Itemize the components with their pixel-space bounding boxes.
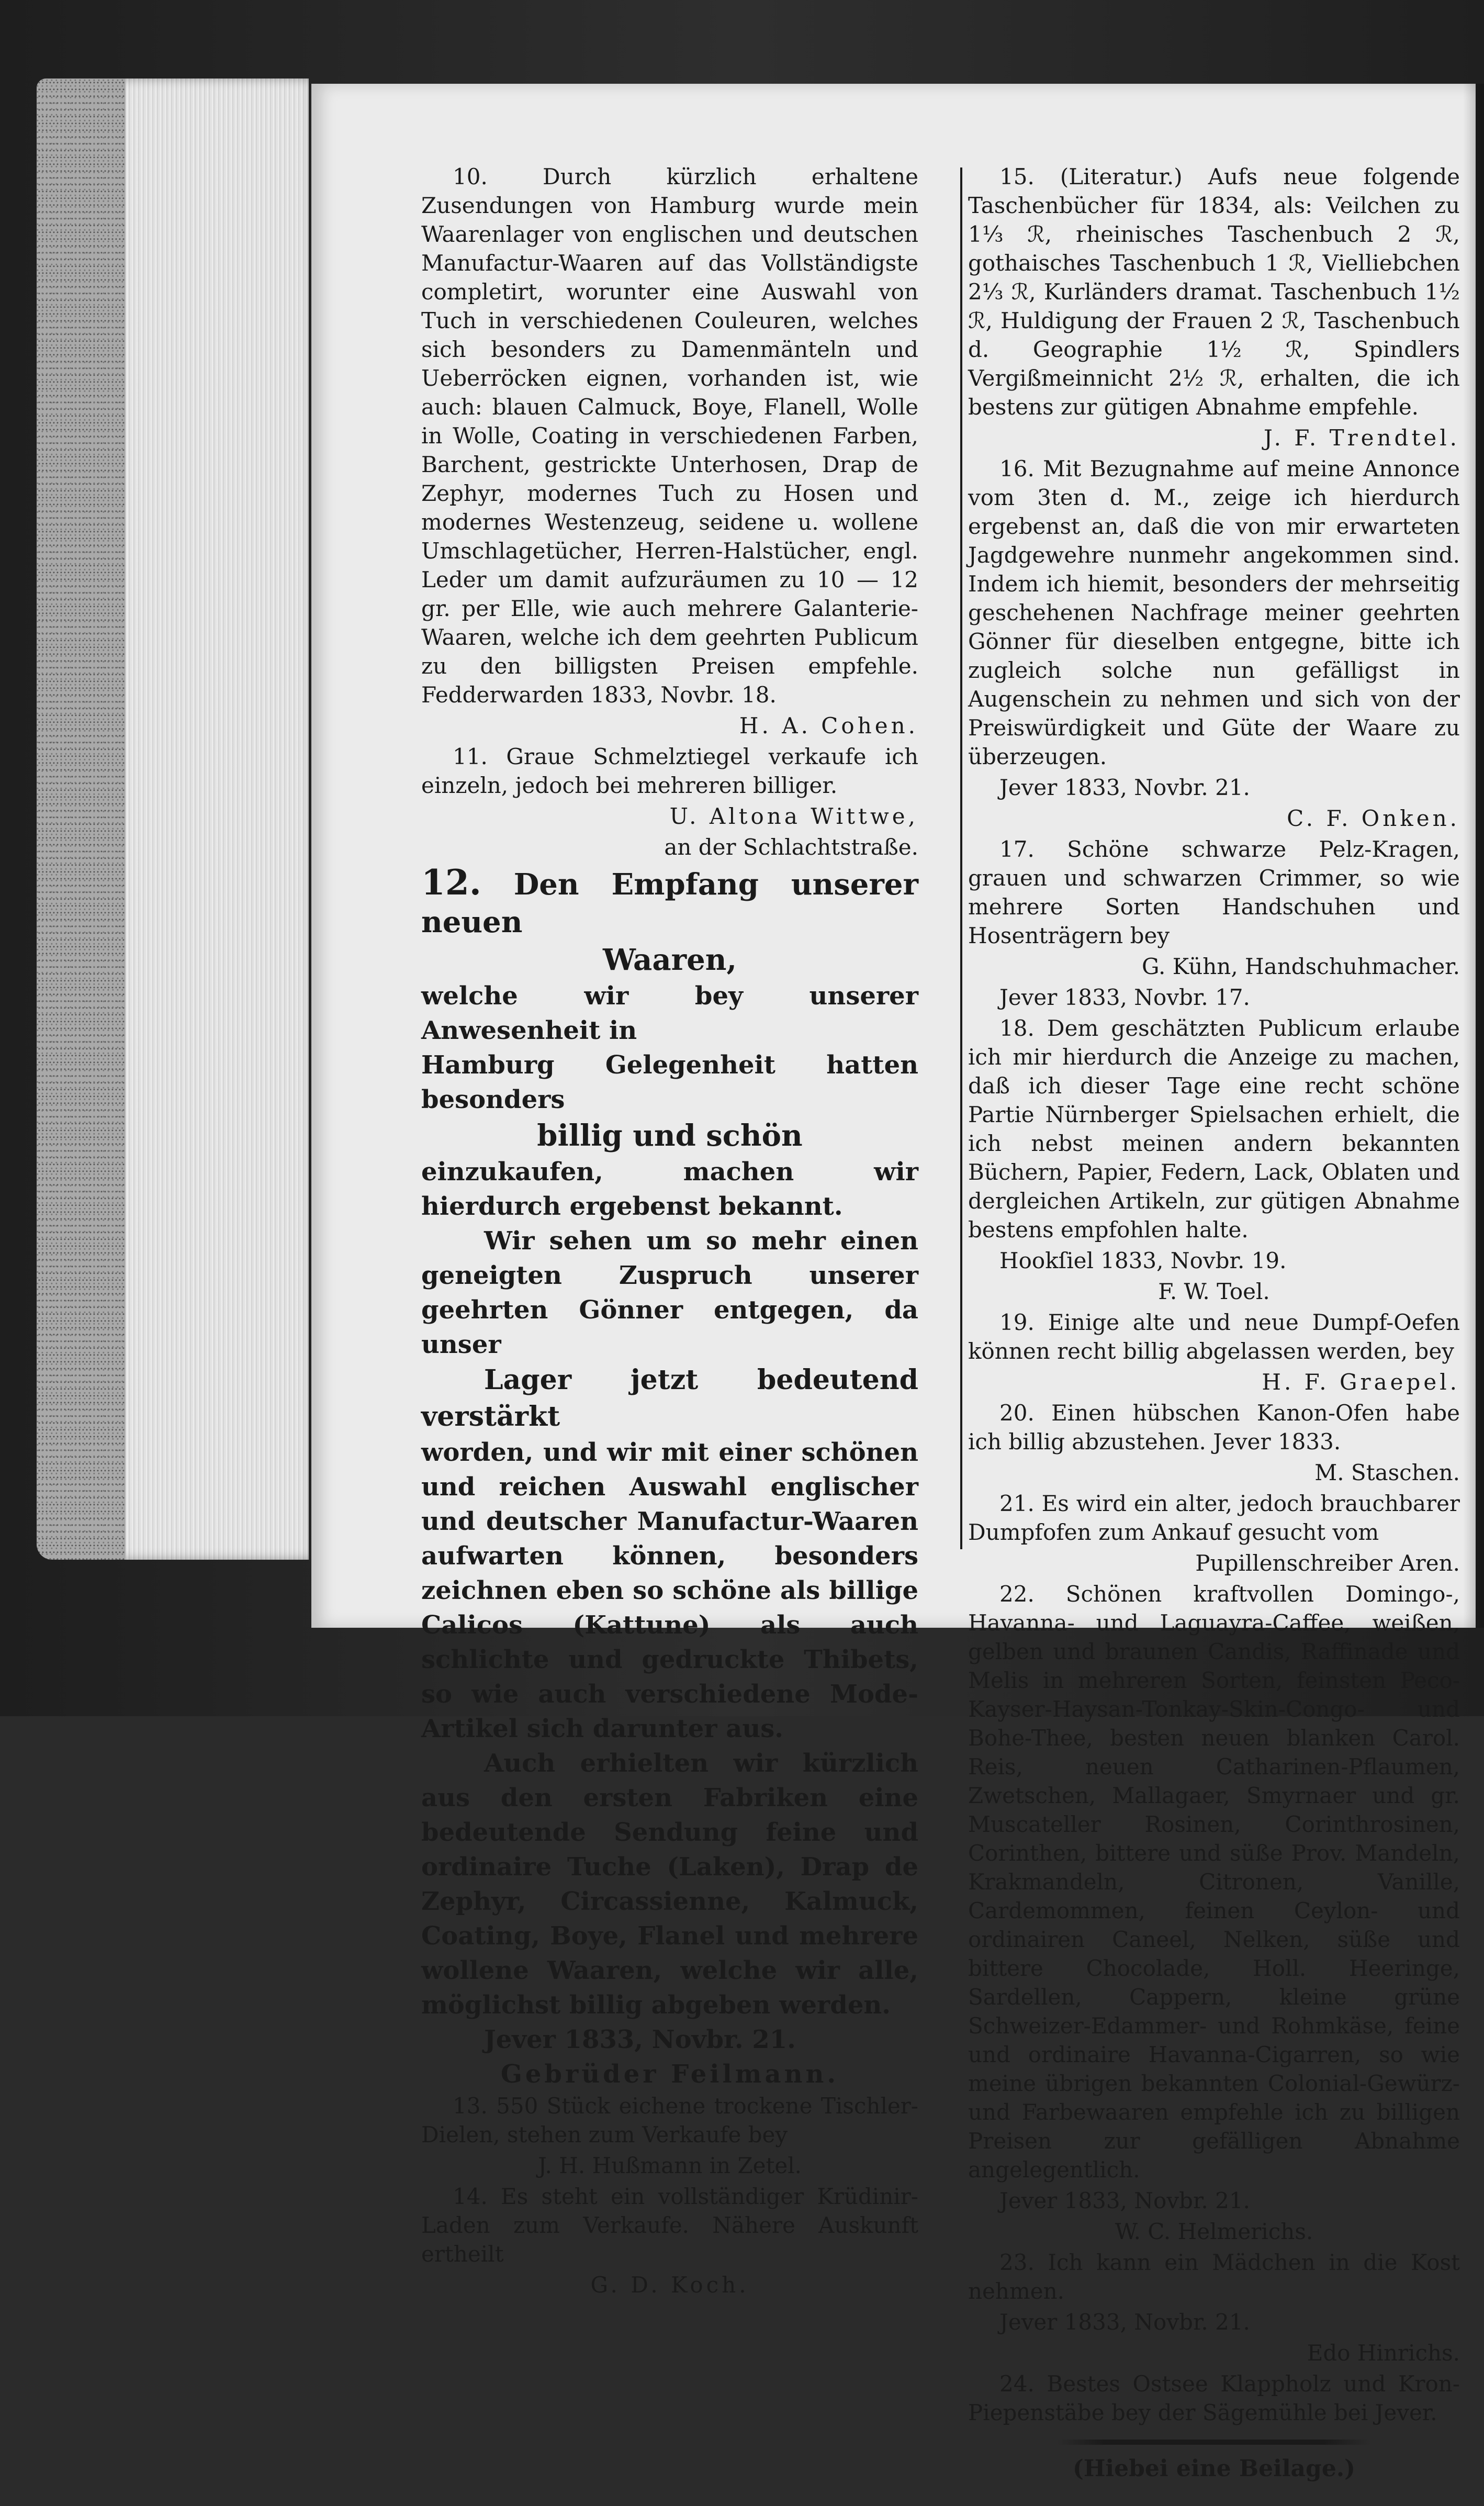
- advertisement-17: 17. Schöne schwarze Pelz-Kragen, grauen und schwarzen Crimmer, so wie mehrere Sorten Handschuhen und Hosenträgern bey: [968, 836, 1460, 948]
- ad12-paragraph-2: Wir sehen um so mehr einen geneigten Zuspruch unserer geehrten Gönner entgegen, da unser: [421, 1226, 918, 1359]
- ad12-headline-2: Waaren,: [603, 943, 737, 977]
- ad12-headline-4: Hamburg Gelegenheit hatten besonders: [421, 1050, 918, 1114]
- signature-22: W. C. Helmerichs.: [1115, 2219, 1313, 2244]
- ad12-headline-3: welche wir bey unserer Anwesenheit in: [421, 981, 918, 1045]
- closing-rule: [1057, 2440, 1371, 2445]
- advertisement-18: 18. Dem geschätzten Publicum erlaube ich mir hierdurch die Anzeige zu machen, daß ich dieser Tage eine recht schöne Partie Nürnberger Spielsachen erhielt, die ich nebst meinen andern bekannten Büchern, Papier, Federn, Lack, Oblaten und dergleichen Artikeln, zur gütigen Abnahme bestens empfohlen halte.: [968, 1015, 1460, 1243]
- advertisement-13: 13. 550 Stück eichene trockene Tischler-Dielen, stehen zum Verkaufe bey: [421, 2093, 918, 2147]
- supplement-note: (Hiebei eine Beilage.): [1073, 2455, 1355, 2482]
- ad12-date: Jever 1833, Novbr. 21.: [484, 2025, 796, 2054]
- advertisement-22: 22. Schönen kraftvollen Domingo-, Havanna- und Laguayra-Caffee, weißen, gelben und braunen Candis, Raffinade und Melis in mehreren Sorten, feinsten Peco-Kayser-Haysan-Tonkay-Skin-Congo- und Bohe-Thee, besten neuen blanken Carol. Reis, neuen Catharinen-Pflaumen, Zwetschen, Mallagaer, Smyrnaer und gr. Muscateller Rosinen, Corinthrosinen, Corinthen, bittere und süße Prov. Mandeln, Krakmandeln, Citronen, Vanille, Cardemommen, feinen Ceylon- und ordinairen Caneel, Nelken, süße und bittere Chocolade, Holl. Heeringe, Sardellen, Cappern, kleine grüne Schweizer-Edammer- und Rohmkäse, feine und ordinaire Havanna-Cigarren, so wie meine übrigen bekannten Colonial-Gewürz- und Farbewaaren empfehle ich zu billigen Preisen zur gefälligen Abnahme angelegentlich.: [968, 1581, 1460, 2183]
- left-column: [421, 162, 918, 2301]
- advertisement-15: 15. (Literatur.) Aufs neue folgende Taschenbücher für 1834, als: Veilchen zu 1⅓ ℛ, rheinisches Taschenbuch 2 ℛ, gothaisches Taschenbuch 1 ℛ, Vielliebchen 2⅓ ℛ, Kurländers dramat. Taschenbuch 1½ ℛ, Huldigung der Frauen 2 ℛ, Taschenbuch d. Geographie 1½ ℛ, Spindlers Vergißmeinnicht 2½ ℛ, erhalten, die ich bestens zur gütigen Abnahme empfehle.: [968, 164, 1460, 420]
- page-edge-shadow: [1463, 84, 1484, 1628]
- advertisement-20: 20. Einen hübschen Kanon-Ofen habe ich billig abzustehen. Jever 1833.: [968, 1400, 1460, 1455]
- ad12-number: 12.: [421, 862, 481, 903]
- signature-23: Edo Hinrichs.: [1307, 2340, 1460, 2366]
- signature-18: F. W. Toel.: [1158, 1279, 1270, 1304]
- signature-19: H. F. Graepel.: [1262, 1369, 1460, 1395]
- newspaper-page: [311, 84, 1476, 2482]
- date-18: Hookſiel 1833, Novbr. 19.: [999, 1248, 1287, 1273]
- advertisement-10: 10. Durch kürzlich erhaltene Zusendungen von Hamburg wurde mein Waarenlager von englischen und deutschen Manufactur-Waaren auf das Vollständigste completirt, worunter eine Auswahl von Tuch in verschiedenen Couleuren, welches sich besonders zu Damenmänteln und Ueberröcken eignen, vorhanden ist, wie auch: blauen Calmuck, Boye, Flanell, Wolle in Wolle, Coating in verschiedenen Farben, Barchent, gestrickte Unterhosen, Drap de Zephyr, modernes Tuch zu Hosen und modernes Westenzeug, seidene u. wollene Umschlagetücher, Herren-Halstücher, engl. Leder um damit aufzuräumen zu 10 — 12 gr. per Elle, wie auch mehrere Galanterie-Waaren, welche ich dem geehrten Publicum zu den billigsten Preisen empfehle. Fedderwarden 1833, Novbr. 18.: [421, 164, 918, 708]
- ad12-signature: Gebrüder Feilmann.: [500, 2060, 839, 2089]
- column-divider: [960, 167, 962, 1549]
- signature-17: G. Kühn, Handschuhmacher.: [1142, 954, 1460, 979]
- ad12-paragraph-3: Lager jetzt bedeutend verstärkt: [421, 1364, 918, 1433]
- signature-13: J. H. Hußmann in Zetel.: [537, 2153, 802, 2178]
- signature-21: Pupillenschreiber Aren.: [1195, 1550, 1460, 1576]
- advertisement-21: 21. Es wird ein alter, jedoch brauchbarer Dumpfofen zum Ankauf gesucht vom: [968, 1491, 1460, 1545]
- advertisement-19: 19. Einige alte und neue Dumpf-Oefen können recht billig abgelassen werden, bey: [968, 1310, 1460, 1364]
- date-16: Jever 1833, Novbr. 21.: [999, 775, 1250, 800]
- date-22: Jever 1833, Novbr. 21.: [999, 2188, 1250, 2213]
- signature-14: G. D. Koch.: [590, 2272, 749, 2298]
- advertisement-16: 16. Mit Bezugnahme auf meine Annonce vom 3ten d. M., zeige ich hierdurch ergebenst an, daß die von mir erwarteten Jagdgewehre nunmehr angekommen sind. Indem ich hiemit, besonders der mehrseitig geschehenen Nachfrage meiner geehrten Gönner für dieselben entgegne, bitte ich zugleich solche nun gefälligst in Augenschein zu nehmen und sich von der Preiswürdigkeit und Güte der Waare zu überzeugen.: [968, 456, 1460, 769]
- ad12-paragraph-5: Auch erhielten wir kürzlich aus den ersten Fabriken eine bedeutende Sendung feine und ordinaire Tuche (Laken), Drap de Zephyr, Circassienne, Kalmuck, Coating, Boye, Flanel und mehrere wollene Waaren, welche wir alle, möglichst billig abgeben werden.: [421, 1749, 918, 2020]
- date-23: Jever 1833, Novbr. 21.: [999, 2309, 1250, 2335]
- signature-16: C. F. Onken.: [1287, 806, 1460, 831]
- right-column: [968, 162, 1460, 2506]
- book-cover-edge: [37, 79, 126, 1560]
- advertisement-14: 14. Es steht ein vollständiger Krüdinir-Laden zum Verkaufe. Nähere Auskunft ertheilt: [421, 2184, 918, 2267]
- advertisement-24: 24. Bestes Ostsee Klappholz und Kron-Piepenstäbe bey der Sägemühle bei Jever.: [968, 2371, 1460, 2425]
- signature-11: U. Altona Wittwe,: [669, 803, 918, 829]
- ad12-headline-1: Den Empfang unserer neuen: [421, 867, 918, 939]
- advertisement-23: 23. Ich kann ein Mädchen in die Kost nehmen.: [968, 2250, 1460, 2304]
- date-17: Jever 1833, Novbr. 17.: [999, 984, 1250, 1010]
- signature-11-address: an der Schlachtstraße.: [664, 834, 918, 860]
- advertisement-11: 11. Graue Schmelztiegel verkaufe ich einzeln, jedoch bei mehreren billiger.: [421, 744, 918, 798]
- signature-10: H. A. Cohen.: [739, 713, 918, 739]
- ad12-headline-6: einzukaufen, machen wir hierdurch ergebenst bekannt.: [421, 1157, 918, 1221]
- ad12-headline-5: billig und schön: [537, 1118, 803, 1153]
- signature-20: M. Staschen.: [1314, 1460, 1460, 1485]
- ad12-paragraph-4: worden, und wir mit einer schönen und reichen Auswahl englischer und deutscher Manufactur-Waaren aufwarten können, besonders zeichnen eben so schöne als billige Calicos (Kattune) als auch schlichte und gedruckte Thibets, so wie auch verschiedene Mode-Artikel sich darunter aus.: [421, 1438, 918, 1743]
- advertisement-12: [421, 864, 918, 2091]
- signature-15: J. F. Trendtel.: [1264, 425, 1460, 451]
